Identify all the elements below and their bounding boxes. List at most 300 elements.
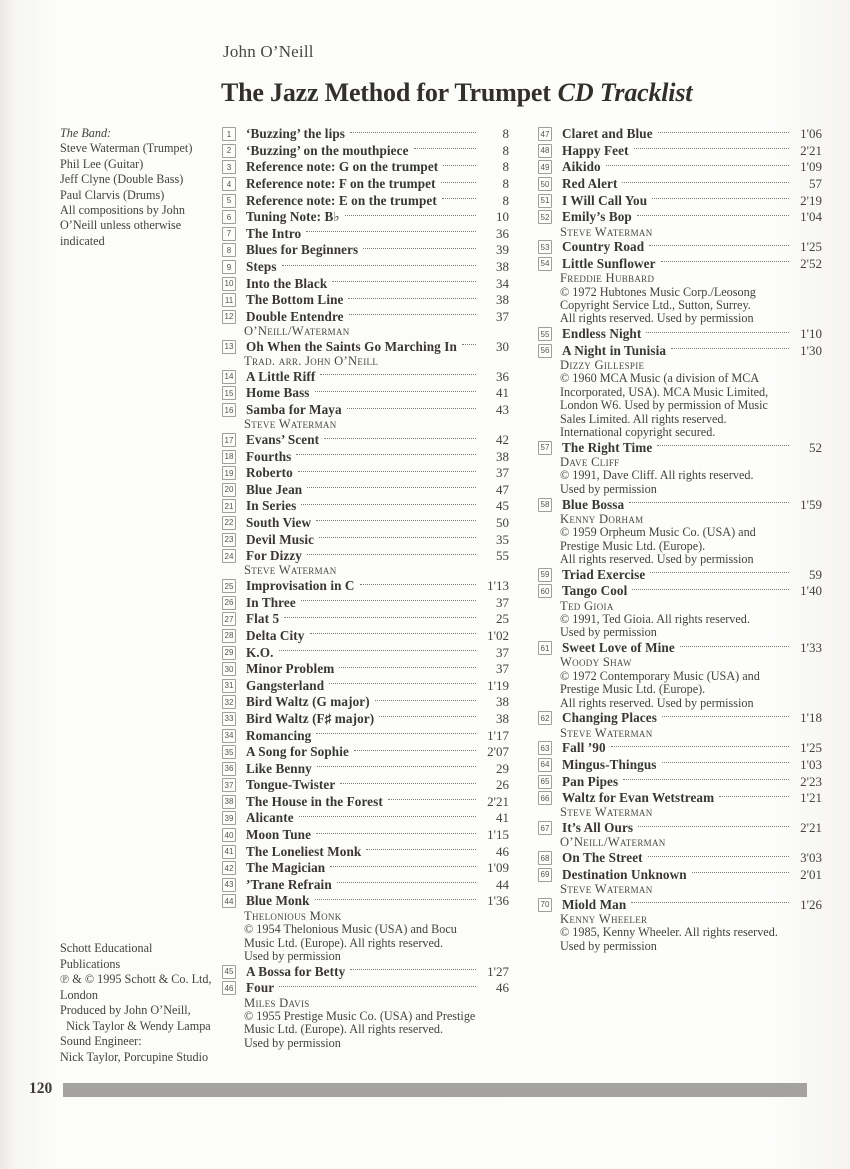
- dotted-leader: [354, 750, 476, 751]
- dotted-leader: [442, 198, 476, 199]
- track-value: 36: [496, 368, 509, 384]
- track-row: [222, 794, 509, 811]
- copyright-line: Prestige Music Ltd. (Europe).: [560, 682, 706, 697]
- track-number-box: 56: [538, 344, 552, 358]
- dotted-leader: [284, 617, 476, 618]
- text-line: All compositions by John: [60, 203, 185, 218]
- track-title: Claret and Blue: [562, 126, 653, 142]
- track-row: [222, 661, 509, 678]
- copyright-line: All rights reserved. Used by permission: [560, 311, 754, 326]
- dotted-leader: [296, 454, 476, 455]
- track-number-box: 30: [222, 662, 236, 676]
- track-number-box: 50: [538, 177, 552, 191]
- track-value: 8: [502, 126, 509, 142]
- copyright-line: Music Ltd. (Europe). All rights reserved.: [244, 935, 444, 950]
- copyright-line: Incorporated, USA). MCA Music Limited,: [560, 384, 769, 399]
- track-value: 37: [496, 465, 509, 481]
- track-value: 1'21: [800, 790, 822, 806]
- track-title: In Three: [246, 594, 296, 610]
- page-title: [221, 78, 692, 108]
- track-value: 25: [496, 611, 509, 627]
- track-row: [222, 980, 509, 997]
- track-number-box: 28: [222, 629, 236, 643]
- page-title-main: The Jazz Method for Trumpet: [221, 78, 551, 108]
- track-row: [222, 727, 509, 744]
- copyright-line: Copyright Service Ltd., Sutton, Surrey.: [560, 297, 751, 312]
- tracklist-column-right: [538, 126, 822, 953]
- copyright-line: Used by permission: [560, 625, 657, 640]
- author-name: John O’Neill: [223, 42, 314, 61]
- track-value: 41: [496, 385, 509, 401]
- dotted-leader: [307, 554, 476, 555]
- track-value: 1'25: [800, 740, 822, 756]
- track-value: 2'21: [800, 142, 822, 158]
- track-number-box: 58: [538, 498, 552, 512]
- track-value: 8: [502, 142, 509, 158]
- dotted-leader: [441, 182, 476, 183]
- band-heading: The Band:: [60, 126, 112, 140]
- track-title: Evans’ Scent: [246, 432, 320, 448]
- page-number: 120: [29, 1080, 53, 1097]
- track-number-box: 38: [222, 795, 236, 809]
- track-number-box: 26: [222, 596, 236, 610]
- copyright-line: © 1991, Dave Cliff. All rights reserved.: [560, 468, 754, 483]
- dotted-leader: [301, 600, 476, 601]
- track-number-box: 8: [222, 243, 236, 257]
- track-number-box: 10: [222, 277, 236, 291]
- dotted-leader: [315, 899, 476, 900]
- track-number-box: 42: [222, 861, 236, 875]
- dotted-leader: [606, 165, 789, 166]
- track-number-box: 35: [222, 745, 236, 759]
- dotted-leader: [316, 733, 476, 734]
- track-number-box: 33: [222, 712, 236, 726]
- track-number-box: 55: [538, 327, 552, 341]
- track-title: It’s All Ours: [562, 820, 634, 836]
- track-value: 1'10: [800, 326, 822, 342]
- track-title: The Magician: [246, 860, 326, 876]
- track-value: 1'59: [800, 496, 822, 512]
- track-row: [538, 239, 822, 256]
- track-row: [222, 159, 509, 176]
- track-value: 1'30: [800, 342, 822, 358]
- dotted-leader: [661, 261, 789, 262]
- track-row: [538, 773, 822, 790]
- track-row: [538, 159, 822, 176]
- track-value: 1'26: [800, 896, 822, 912]
- track-title: Reference note: G on the trumpet: [246, 159, 439, 175]
- composer-credit: Steve Waterman: [560, 725, 653, 740]
- track-number-box: 57: [538, 441, 552, 455]
- track-value: 10: [496, 209, 509, 225]
- dotted-leader: [646, 332, 789, 333]
- copyright-line: Used by permission: [244, 948, 341, 963]
- track-row: [538, 866, 822, 883]
- track-row: [538, 710, 822, 727]
- track-value: 37: [496, 594, 509, 610]
- dotted-leader: [379, 716, 476, 717]
- track-value: 46: [496, 843, 509, 859]
- tracklist-column-left: [222, 126, 509, 1050]
- dotted-leader: [317, 766, 476, 767]
- track-title: In Series: [246, 498, 297, 514]
- track-value: 2'01: [800, 866, 822, 882]
- copyright-line: © 1955 Prestige Music Co. (USA) and Prestige: [244, 1008, 476, 1023]
- dotted-leader: [349, 314, 476, 315]
- dotted-leader: [692, 872, 789, 873]
- composer-credit: O’Neill/Waterman: [244, 324, 350, 339]
- copyright-line: Used by permission: [560, 481, 657, 496]
- track-row: [222, 744, 509, 761]
- track-number-box: 21: [222, 499, 236, 513]
- track-row: [222, 192, 509, 209]
- track-row: [222, 515, 509, 532]
- dotted-leader: [657, 445, 789, 446]
- track-row: [222, 760, 509, 777]
- track-title: Oh When the Saints Go Marching In: [246, 338, 457, 354]
- track-value: 52: [809, 439, 822, 455]
- dotted-leader: [339, 667, 476, 668]
- track-number-box: 45: [222, 965, 236, 979]
- track-value: 1'09: [800, 159, 822, 175]
- track-value: 1'09: [487, 860, 509, 876]
- track-row: [222, 578, 509, 595]
- composer-credit: Dizzy Gillespie: [560, 357, 645, 372]
- track-title: Blues for Beginners: [246, 242, 359, 258]
- track-value: 43: [496, 402, 509, 418]
- track-number-box: 27: [222, 612, 236, 626]
- copyright-line: All rights reserved. Used by permission: [560, 552, 754, 567]
- track-row: [222, 963, 509, 980]
- dotted-leader: [345, 215, 476, 216]
- track-value: 1'06: [800, 126, 822, 142]
- copyright-line: © 1960 MCA Music (a division of MCA: [560, 371, 760, 386]
- text-line: Steve Waterman (Trumpet): [60, 141, 193, 156]
- dotted-leader: [443, 165, 476, 166]
- track-number-box: 43: [222, 878, 236, 892]
- track-row: [538, 757, 822, 774]
- track-title: Triad Exercise: [562, 566, 646, 582]
- track-row: [222, 432, 509, 449]
- track-number-box: 7: [222, 227, 236, 241]
- track-row: [222, 677, 509, 694]
- track-row: [538, 896, 822, 913]
- composer-credit: O’Neill/Waterman: [560, 835, 666, 850]
- track-title: Devil Music: [246, 531, 315, 547]
- track-number-box: 22: [222, 516, 236, 530]
- track-value: 3'03: [800, 850, 822, 866]
- track-value: 35: [496, 531, 509, 547]
- track-title: K.O.: [246, 644, 274, 660]
- text-line: Paul Clarvis (Drums): [60, 187, 165, 202]
- text-line: ℗ & © 1995 Schott & Co. Ltd,: [60, 972, 212, 986]
- track-row: [222, 594, 509, 611]
- track-title: ’Trane Refrain: [246, 876, 332, 892]
- dotted-leader: [282, 265, 476, 266]
- track-row: [222, 644, 509, 661]
- copyright-line: © 1991, Ted Gioia. All rights reserved.: [560, 612, 750, 627]
- track-number-box: 64: [538, 758, 552, 772]
- track-row: [222, 292, 509, 309]
- track-row: [222, 402, 509, 419]
- copyright-line: © 1959 Orpheum Music Co. (USA) and: [560, 525, 756, 540]
- dotted-leader: [622, 182, 789, 183]
- track-number-box: 46: [222, 981, 236, 995]
- track-row: [222, 369, 509, 386]
- track-value: 44: [496, 876, 509, 892]
- dotted-leader: [329, 683, 476, 684]
- track-row: [538, 850, 822, 867]
- dotted-leader: [637, 215, 789, 216]
- composer-credit: Trad. arr. John O’Neill: [244, 354, 379, 369]
- track-row: [538, 342, 822, 359]
- track-number-box: 52: [538, 210, 552, 224]
- dotted-leader: [320, 374, 476, 375]
- dotted-leader: [658, 132, 789, 133]
- track-row: [222, 860, 509, 877]
- track-number-box: 14: [222, 370, 236, 384]
- track-number-box: 53: [538, 240, 552, 254]
- track-value: 37: [496, 308, 509, 324]
- track-number-box: 5: [222, 194, 236, 208]
- composer-credit: Steve Waterman: [244, 417, 337, 432]
- text-line: indicated: [60, 233, 105, 248]
- track-row: [222, 711, 509, 728]
- track-value: 1'03: [800, 756, 822, 772]
- track-value: 1'19: [487, 677, 509, 693]
- track-value: 55: [496, 548, 509, 564]
- dotted-leader: [332, 281, 476, 282]
- track-row: [222, 843, 509, 860]
- track-row: [222, 611, 509, 628]
- composer-credit: Woody Shaw: [560, 655, 632, 670]
- dotted-leader: [680, 646, 789, 647]
- track-title: Blue Monk: [246, 893, 310, 909]
- track-title: A Song for Sophie: [246, 744, 349, 760]
- track-title: Destination Unknown: [562, 866, 687, 882]
- dotted-leader: [652, 198, 789, 199]
- track-row: [538, 566, 822, 583]
- track-title: The Loneliest Monk: [246, 843, 362, 859]
- dotted-leader: [350, 132, 476, 133]
- track-title: Improvisation in C: [246, 578, 355, 594]
- track-number-box: 67: [538, 821, 552, 835]
- track-title: For Dizzy: [246, 548, 302, 564]
- track-number-box: 49: [538, 160, 552, 174]
- track-title: Bird Waltz (G major): [246, 694, 370, 710]
- track-title: Endless Night: [562, 326, 642, 342]
- track-value: 1'40: [800, 583, 822, 599]
- track-row: [538, 176, 822, 193]
- track-title: Into the Black: [246, 275, 328, 291]
- dotted-leader: [279, 986, 476, 987]
- track-value: 2'21: [800, 820, 822, 836]
- track-number-box: 13: [222, 340, 236, 354]
- dotted-leader: [611, 746, 789, 747]
- track-title: Changing Places: [562, 710, 657, 726]
- dotted-leader: [340, 783, 476, 784]
- copyright-line: Music Ltd. (Europe). All rights reserved.: [244, 1022, 444, 1037]
- track-value: 30: [496, 338, 509, 354]
- track-row: [538, 640, 822, 657]
- dotted-leader: [299, 816, 476, 817]
- dotted-leader: [671, 348, 789, 349]
- track-title: Happy Feet: [562, 142, 629, 158]
- track-number-box: 3: [222, 160, 236, 174]
- text-line: Nick Taylor & Wendy Lampa: [60, 1018, 211, 1033]
- track-title: Blue Bossa: [562, 496, 625, 512]
- track-number-box: 69: [538, 868, 552, 882]
- text-line: London: [60, 987, 98, 1002]
- track-value: 41: [496, 810, 509, 826]
- track-value: 2'23: [800, 773, 822, 789]
- copyright-line: © 1954 Thelonious Music (USA) and Bocu: [244, 922, 457, 937]
- track-value: 1'33: [800, 640, 822, 656]
- track-title: On The Street: [562, 850, 643, 866]
- track-row: [222, 143, 509, 160]
- track-number-box: 25: [222, 579, 236, 593]
- track-value: 2'07: [487, 744, 509, 760]
- track-title: Sweet Love of Mine: [562, 640, 675, 656]
- track-row: [222, 385, 509, 402]
- track-title: Little Sunflower: [562, 255, 656, 271]
- track-title: Country Road: [562, 239, 645, 255]
- copyright-line: © 1972 Contemporary Music (USA) and: [560, 668, 760, 683]
- track-value: 37: [496, 644, 509, 660]
- track-value: 42: [496, 432, 509, 448]
- track-value: 1'18: [800, 710, 822, 726]
- composer-credit: Ted Gioia: [560, 598, 614, 613]
- dotted-leader: [279, 650, 476, 651]
- track-title: A Night in Tunisia: [562, 342, 667, 358]
- text-line: O’Neill unless otherwise: [60, 218, 182, 233]
- track-value: 1'25: [800, 239, 822, 255]
- track-number-box: 9: [222, 260, 236, 274]
- track-number-box: 61: [538, 641, 552, 655]
- track-row: [538, 326, 822, 343]
- track-row: [222, 259, 509, 276]
- track-number-box: 37: [222, 778, 236, 792]
- track-title: ‘Buzzing’ on the mouthpiece: [246, 142, 409, 158]
- track-title: Waltz for Evan Wetstream: [562, 790, 715, 806]
- track-value: 8: [502, 176, 509, 192]
- dotted-leader: [347, 408, 476, 409]
- track-row: [222, 531, 509, 548]
- text-line: Publications: [60, 956, 121, 971]
- track-row: [222, 694, 509, 711]
- track-row: [538, 790, 822, 807]
- track-value: 1'17: [487, 727, 509, 743]
- track-title: A Little Riff: [246, 368, 316, 384]
- dotted-leader: [632, 589, 789, 590]
- track-title: Delta City: [246, 627, 305, 643]
- dotted-leader: [623, 779, 789, 780]
- copyright-line: All rights reserved. Used by permission: [560, 695, 754, 710]
- page-title-italic: CD Tracklist: [557, 78, 693, 108]
- dotted-leader: [719, 796, 789, 797]
- track-title: Romancing: [246, 727, 312, 743]
- track-row: [538, 496, 822, 513]
- dotted-leader: [462, 344, 476, 345]
- track-value: 26: [496, 777, 509, 793]
- track-value: 1'02: [487, 627, 509, 643]
- track-value: 46: [496, 980, 509, 996]
- dotted-leader: [306, 231, 476, 232]
- track-row: [222, 448, 509, 465]
- composer-credit: Steve Waterman: [560, 882, 653, 897]
- track-row: [538, 740, 822, 757]
- track-row: [222, 242, 509, 259]
- track-row: [538, 143, 822, 160]
- dotted-leader: [316, 520, 476, 521]
- track-number-box: 40: [222, 828, 236, 842]
- track-number-box: 12: [222, 310, 236, 324]
- track-row: [222, 893, 509, 910]
- track-number-box: 20: [222, 483, 236, 497]
- copyright-line: Prestige Music Ltd. (Europe).: [560, 538, 706, 553]
- track-title: Steps: [246, 259, 277, 275]
- track-title: Pan Pipes: [562, 773, 619, 789]
- dotted-leader: [337, 882, 476, 883]
- track-number-box: 70: [538, 898, 552, 912]
- dotted-leader: [649, 245, 789, 246]
- track-title: Tongue-Twister: [246, 777, 336, 793]
- track-row: [222, 877, 509, 894]
- track-row: [222, 275, 509, 292]
- track-title: South View: [246, 514, 312, 530]
- dotted-leader: [631, 902, 789, 903]
- track-number-box: 24: [222, 549, 236, 563]
- track-title: Roberto: [246, 465, 293, 481]
- copyright-line: Sales Limited. All rights reserved.: [560, 411, 727, 426]
- dotted-leader: [650, 572, 789, 573]
- composer-credit: Freddie Hubbard: [560, 271, 655, 286]
- track-title: Samba for Maya: [246, 402, 342, 418]
- footer-bar: [63, 1083, 807, 1097]
- track-row: [538, 256, 822, 273]
- track-title: Bird Waltz (F♯ major): [246, 710, 375, 726]
- track-row: [222, 226, 509, 243]
- composer-credit: Kenny Wheeler: [560, 912, 648, 927]
- track-value: 2'52: [800, 255, 822, 271]
- track-number-box: 23: [222, 533, 236, 547]
- track-value: 50: [496, 514, 509, 530]
- track-row: [222, 777, 509, 794]
- track-value: 38: [496, 448, 509, 464]
- track-row: [222, 126, 509, 143]
- track-title: The House in the Forest: [246, 793, 383, 809]
- text-line: Sound Engineer:: [60, 1034, 142, 1048]
- track-number-box: 60: [538, 584, 552, 598]
- track-number-box: 1: [222, 127, 236, 141]
- dotted-leader: [298, 471, 476, 472]
- dotted-leader: [324, 438, 476, 439]
- track-value: 59: [809, 566, 822, 582]
- track-title: Moon Tune: [246, 827, 312, 843]
- dotted-leader: [629, 502, 789, 503]
- composer-credit: Steve Waterman: [244, 563, 337, 578]
- text-line: Produced by John O’Neill,: [60, 1003, 191, 1017]
- track-number-box: 31: [222, 679, 236, 693]
- track-value: 1'27: [487, 963, 509, 979]
- track-value: 2'21: [487, 793, 509, 809]
- track-number-box: 54: [538, 257, 552, 271]
- track-value: 34: [496, 275, 509, 291]
- dotted-leader: [366, 849, 476, 850]
- track-value: 45: [496, 498, 509, 514]
- track-number-box: 6: [222, 210, 236, 224]
- track-row: [222, 176, 509, 193]
